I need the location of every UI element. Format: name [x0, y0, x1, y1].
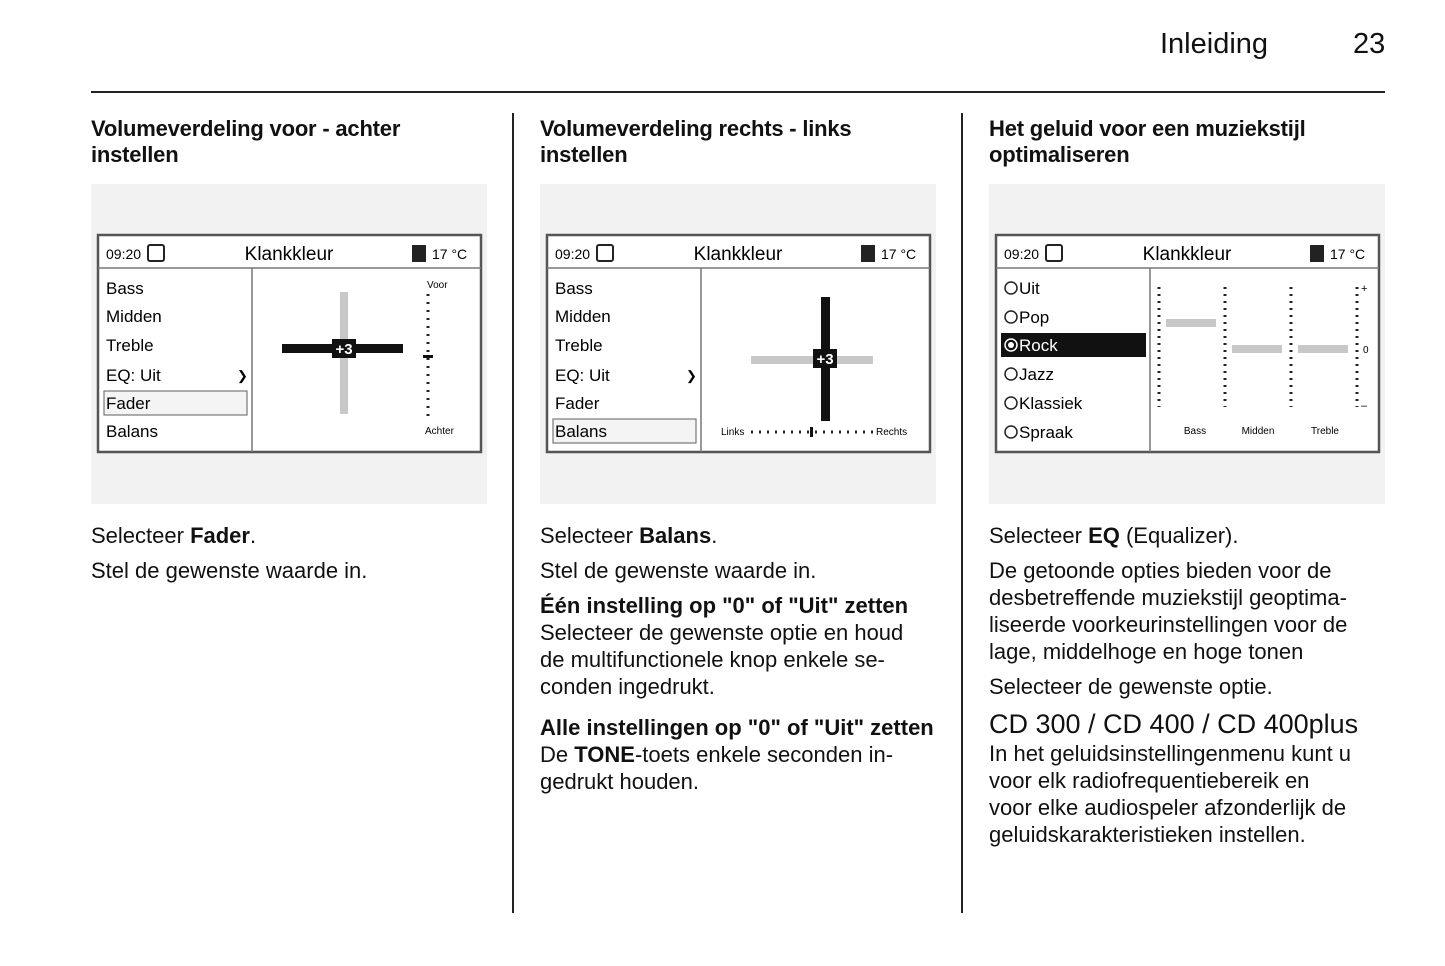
heading-line: optimaliseren — [989, 142, 1130, 167]
eq-option[interactable]: Spraak — [1019, 423, 1073, 442]
equalizer-text — [989, 522, 1389, 856]
text-span: . — [711, 523, 718, 548]
text-span: (Equalizer). — [1119, 523, 1239, 548]
eq-bass-level — [1166, 319, 1216, 327]
eq-option[interactable]: Uit — [1019, 279, 1040, 298]
instruction-paragraph: Stel de gewenste waarde in. — [540, 558, 817, 583]
radio-dot-icon — [1008, 342, 1014, 348]
text-line: In het geluidsinstellingenmenu kunt u — [989, 741, 1352, 766]
eq-treble-level — [1298, 345, 1348, 353]
chapter-title: Inleiding — [1160, 28, 1269, 60]
text-line: liseerde voorkeurinstellingen voor de — [989, 612, 1348, 637]
fader-top-label: Voor — [427, 280, 448, 291]
balance-horizontal-axis — [751, 356, 873, 364]
instruction-paragraph — [989, 557, 1389, 665]
fader-bottom-label: Achter — [425, 426, 454, 437]
submenu-arrow-icon: ❯ — [686, 368, 697, 383]
text-line: geluidskarakteristieken instellen. — [989, 822, 1306, 847]
instruction-paragraph — [989, 740, 1389, 848]
bold-term: Balans — [639, 523, 712, 548]
menu-item[interactable]: Treble — [555, 336, 603, 355]
column-balance — [540, 116, 940, 794]
balance-text — [540, 522, 940, 803]
thermometer-icon — [1310, 245, 1324, 262]
instruction-paragraph: Stel de gewenste waarde in. — [91, 558, 368, 583]
subheading-reset-all: Alle instellingen op "0" of "Uit" zetten — [540, 715, 934, 740]
balance-screen — [540, 184, 936, 504]
screen-temperature: 17 °C — [881, 246, 917, 262]
menu-item[interactable]: Bass — [106, 279, 144, 298]
screen-temperature: 17 °C — [1330, 246, 1366, 262]
text-line: gedrukt houden. — [540, 769, 700, 794]
screen-time: 09:20 — [1004, 246, 1040, 262]
instruction-paragraph — [91, 522, 491, 549]
scale-zero-label: 0 — [1363, 345, 1369, 356]
heading-line: instellen — [540, 142, 628, 167]
eq-option[interactable]: Klassiek — [1019, 394, 1083, 413]
bold-term: Fader — [190, 523, 250, 548]
fader-scale-marker — [423, 355, 433, 358]
text-line: desbetreffende muziekstijl geoptima- — [989, 585, 1347, 610]
text-span: Selecteer — [540, 523, 640, 548]
balance-value-label: +3 — [816, 351, 834, 368]
balance-left-label: Links — [721, 427, 745, 438]
header-rule — [91, 91, 1385, 93]
section-heading-equalizer — [989, 116, 1389, 168]
text-line: De getoonde opties bieden voor de — [989, 558, 1332, 583]
instruction-paragraph — [540, 741, 940, 795]
text-line: conden ingedrukt. — [540, 674, 715, 699]
heading-line: Volumeverdeling rechts - links — [540, 116, 852, 141]
instruction-paragraph — [989, 522, 1389, 549]
text-span: De — [540, 742, 575, 767]
column-divider-2 — [961, 113, 963, 913]
menu-item[interactable]: Fader — [555, 394, 600, 413]
menu-item-selected[interactable]: Balans — [555, 422, 607, 441]
screen-title: Klankkleur — [1142, 244, 1232, 265]
eq-label-treble: Treble — [1311, 426, 1339, 437]
eq-option[interactable]: Jazz — [1019, 365, 1054, 384]
screen-title: Klankkleur — [244, 244, 334, 265]
text-line: Selecteer de gewenste optie en houd — [540, 620, 904, 645]
eq-label-midden: Midden — [1241, 426, 1275, 437]
instruction-paragraph — [540, 619, 940, 700]
heading-line: Het geluid voor een muziekstijl — [989, 116, 1306, 141]
column-equalizer — [989, 116, 1389, 847]
text-span: . — [249, 523, 257, 548]
balance-right-label: Rechts — [876, 427, 908, 438]
page-number: 23 — [1353, 28, 1386, 60]
eq-midden-level — [1232, 345, 1282, 353]
submenu-arrow-icon: ❯ — [237, 368, 248, 383]
heading-line: Volumeverdeling voor - achter — [91, 116, 401, 141]
balance-scale-marker — [810, 427, 813, 437]
eq-label-bass: Bass — [1183, 426, 1207, 437]
subheading-reset-one: Één instelling op "0" of "Uit" zetten — [540, 593, 909, 618]
section-title-cd: CD 300 / CD 400 / CD 400plus — [989, 709, 1359, 739]
menu-item[interactable]: Bass — [555, 279, 593, 298]
fader-text — [91, 522, 491, 592]
fader-screen-figure — [91, 184, 487, 504]
screen-time: 09:20 — [555, 246, 591, 262]
menu-item[interactable]: Treble — [106, 336, 154, 355]
screen-temperature: 17 °C — [432, 246, 468, 262]
bold-term: TONE — [574, 742, 635, 767]
screen-time: 09:20 — [106, 246, 142, 262]
scale-minus-label: – — [1361, 400, 1368, 412]
fader-screen — [91, 184, 487, 504]
thermometer-icon — [412, 245, 426, 262]
section-heading-balance — [540, 116, 940, 168]
menu-item[interactable]: EQ: Uit — [106, 366, 161, 385]
screen-title: Klankkleur — [693, 244, 783, 265]
thermometer-icon — [861, 245, 875, 262]
text-line: voor elk radiofrequentiebereik en — [989, 768, 1310, 793]
fader-value-label: +3 — [335, 341, 353, 358]
text-line: de multifunctionele knop enkele se- — [540, 647, 885, 672]
bold-term: EQ — [1088, 523, 1120, 548]
text-span: Selecteer — [91, 523, 191, 548]
text-line: voor elke audiospeler afzonderlijk de — [989, 795, 1347, 820]
menu-item-selected[interactable]: Fader — [106, 394, 151, 413]
menu-item[interactable]: Midden — [106, 307, 162, 326]
text-span: Selecteer — [989, 523, 1089, 548]
text-span: -toets enkele seconden in- — [634, 742, 894, 767]
instruction-paragraph: Selecteer de gewenste optie. — [989, 674, 1273, 699]
menu-item[interactable]: Balans — [106, 422, 158, 441]
eq-option-selected[interactable]: Rock — [1019, 336, 1058, 355]
menu-item[interactable]: EQ: Uit — [555, 366, 610, 385]
instruction-paragraph — [540, 522, 940, 549]
menu-item[interactable]: Midden — [555, 307, 611, 326]
heading-line: instellen — [91, 142, 179, 167]
equalizer-screen-figure — [989, 184, 1385, 504]
scale-plus-label: + — [1361, 283, 1368, 295]
text-line: lage, middelhoge en hoge tonen — [989, 639, 1304, 664]
equalizer-screen — [989, 184, 1385, 504]
eq-option[interactable]: Pop — [1019, 308, 1050, 327]
column-fader — [91, 116, 491, 583]
balance-screen-figure — [540, 184, 936, 504]
section-heading-fader — [91, 116, 491, 168]
column-divider-1 — [512, 113, 514, 913]
